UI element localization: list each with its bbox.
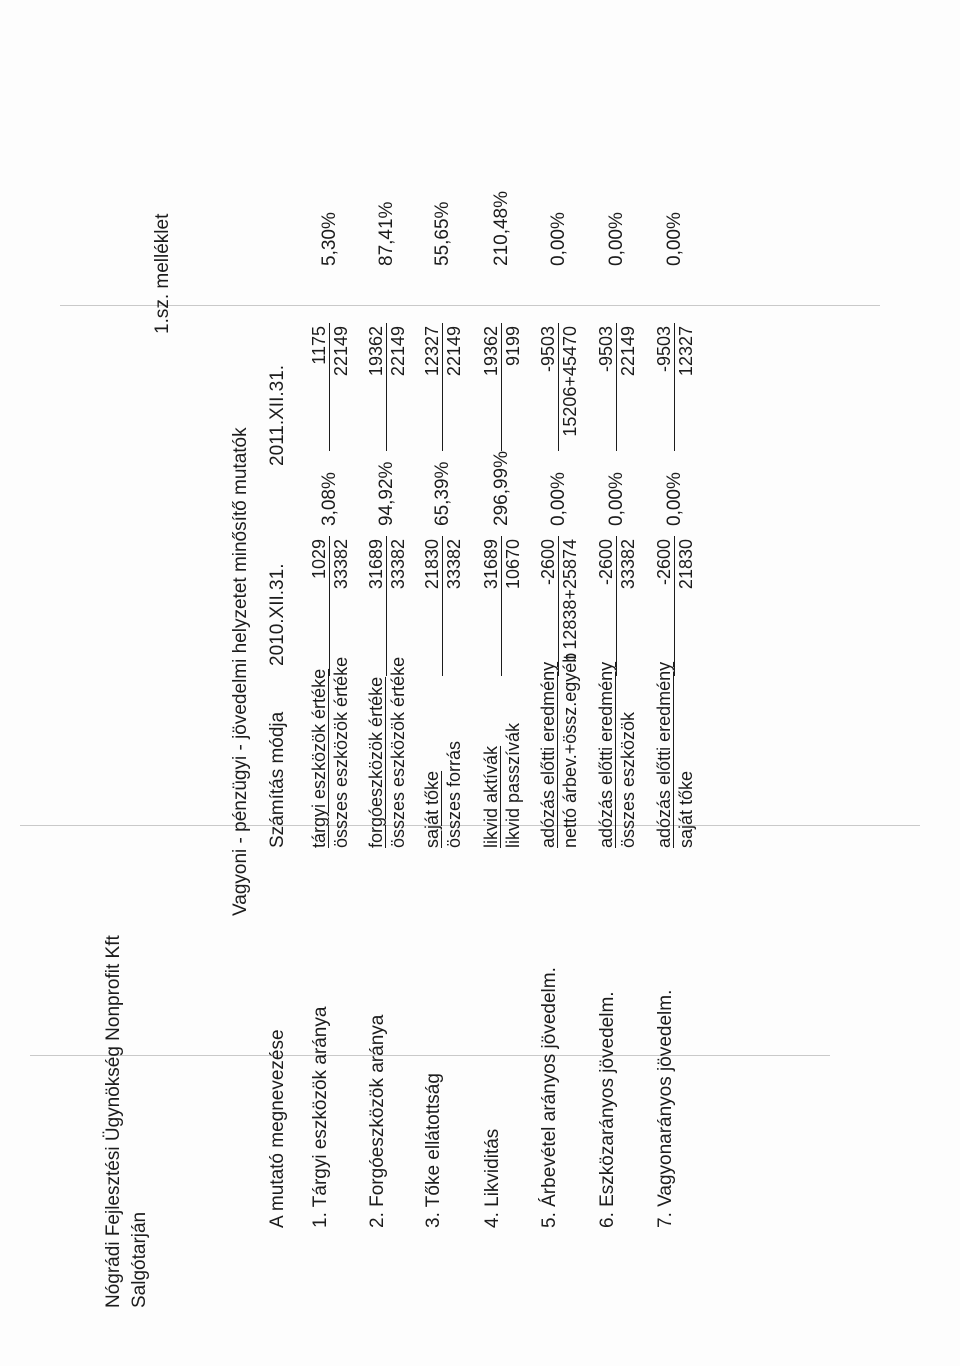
result-2010: 0,00% [606, 472, 627, 526]
value-2010-numerator: 31689 [481, 539, 501, 590]
value-2011-numerator: 1175 [309, 326, 329, 365]
indicator-name: 5. Árbevétel arányos jövedelm. [539, 967, 560, 1228]
value-2011-numerator: 19362 [481, 326, 501, 377]
scan-noise [20, 825, 920, 826]
result-2011: 55,65% [432, 201, 453, 266]
result-2010: 0,00% [548, 472, 569, 526]
method-denominator: nettó árbev.+össz.egyéb [560, 652, 580, 848]
result-2010: 3,08% [319, 472, 340, 526]
value-2010-numerator: -2600 [596, 539, 616, 586]
value-2011-denominator: 12327 [676, 326, 696, 377]
result-2010: 65,39% [432, 461, 453, 526]
company-name: Nógrádi Fejlesztési Ügynökség Nonprofit Kft [103, 935, 124, 1308]
result-2010: 296,99% [491, 450, 512, 526]
header-indicator: A mutató megnevezése [267, 1029, 288, 1228]
method-denominator: összes eszközök értéke [388, 656, 408, 848]
result-2011: 0,00% [548, 212, 569, 266]
value-2010-denominator: 33382 [331, 539, 351, 590]
indicator-name: 7. Vagyonarányos jövedelm. [655, 989, 676, 1228]
value-2011-numerator: -9503 [596, 326, 616, 373]
method-numerator: adózás előtti eredmény [596, 661, 616, 848]
indicator-name: 1. Tárgyi eszközök aránya [310, 1006, 331, 1228]
value-2010-numerator: -2600 [538, 539, 558, 586]
method-numerator: adózás előtti eredmény [654, 661, 674, 848]
indicator-name: 6. Eszközarányos jövedelm. [597, 991, 618, 1228]
value-2011-denominator: 22149 [618, 326, 638, 377]
result-2011: 210,48% [491, 190, 512, 266]
result-2011: 0,00% [664, 212, 685, 266]
value-2010-denominator: 33382 [388, 539, 408, 590]
method-numerator: adózás előtti eredmény [538, 661, 558, 848]
value-2010-numerator: -2600 [654, 539, 674, 586]
result-2011: 5,30% [319, 212, 340, 266]
value-2010-denominator: t 12838+25874 [560, 539, 580, 660]
method-numerator: forgóeszközök értéke [366, 676, 386, 848]
value-2010-numerator: 31689 [366, 539, 386, 590]
result-2011: 87,41% [376, 201, 397, 266]
value-2010-numerator: 21830 [422, 539, 442, 590]
value-2010-denominator: 33382 [444, 539, 464, 590]
value-2011-numerator: 12327 [422, 326, 442, 377]
annex-label: 1.sz. melléklet [152, 213, 173, 334]
value-2011-numerator: -9503 [654, 326, 674, 373]
value-2011-denominator: 22149 [331, 326, 351, 377]
header-period-2011: 2011.XII.31. [267, 364, 288, 466]
method-denominator: összes eszközök [618, 711, 638, 848]
value-2011-numerator: -9503 [538, 326, 558, 373]
value-2011-denominator: 15206+45470 [560, 326, 580, 437]
company-city: Salgótarján [129, 1211, 150, 1308]
value-2010-denominator: 21830 [676, 539, 696, 590]
header-method: Számítás módja [267, 711, 288, 848]
document-title: Vagyoni - pénzügyi - jövedelmi helyzetet minősítő mutatók [230, 427, 251, 916]
value-2010-denominator: 10670 [503, 539, 523, 590]
method-denominator: összes forrás [444, 740, 464, 848]
header-period-2010: 2010.XII.31. [267, 563, 288, 666]
value-2011-denominator: 22149 [388, 326, 408, 377]
method-denominator: saját tőke [676, 770, 696, 848]
value-2011-denominator: 22149 [444, 326, 464, 377]
result-2011: 0,00% [606, 212, 627, 266]
method-numerator: tárgyi eszközök értéke [309, 668, 329, 848]
method-denominator: likvid passzívák [503, 722, 523, 848]
result-2010: 94,92% [376, 461, 397, 526]
indicator-name: 2. Forgóeszközök aránya [367, 1014, 388, 1228]
method-numerator: likvid aktívák [481, 745, 501, 848]
method-numerator: saját tőke [422, 770, 442, 848]
indicator-name: 3. Tőke ellátottság [423, 1073, 444, 1228]
value-2010-numerator: 1029 [309, 539, 329, 580]
indicator-name: 4. Likviditás [482, 1128, 503, 1228]
method-denominator: összes eszközök értéke [331, 656, 351, 848]
scan-noise [30, 1055, 830, 1056]
value-2011-numerator: 19362 [366, 326, 386, 377]
scan-noise [60, 305, 880, 306]
value-2011-denominator: 9199 [503, 326, 523, 367]
result-2010: 0,00% [664, 472, 685, 526]
value-2010-denominator: 33382 [618, 539, 638, 590]
